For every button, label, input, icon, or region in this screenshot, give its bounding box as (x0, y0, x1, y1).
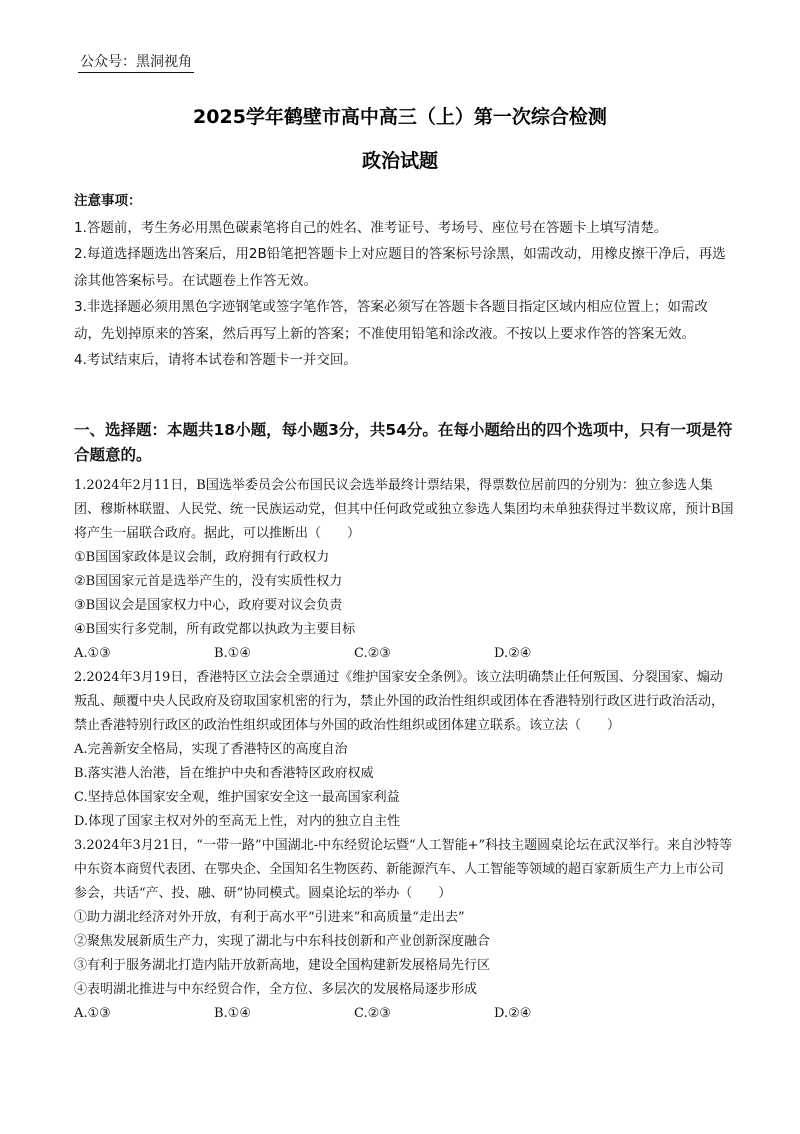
statement: ②聚焦发展新质生产力，实现了湖北与中东科技创新和产业创新深度融合 (74, 934, 491, 949)
option-c: C.②③ (354, 646, 391, 661)
statement: ③B国议会是国家权力中心，政府要对议会负责 (74, 598, 343, 613)
option-b: B.落实港人治港，旨在维护中央和香港特区政府权威 (74, 766, 374, 781)
option-a: A.①③ (74, 646, 111, 661)
option-c: C.坚持总体国家安全观，维护国家安全这一最高国家利益 (74, 790, 400, 805)
question-stem: 1.2024年2月11日，B国选举委员会公布国民议会选举最终计票结果，得票数位居前四的分别为：独立参选人集团、穆斯林联盟、人民党、统一民族运动党，但其中任何政党或独立参选人集团均未单独获得过半数议席，预计B国将产生一届联合政府。据此，可以推断出（ ） (74, 478, 734, 541)
option-a: A.①③ (74, 1006, 111, 1021)
notes-heading: 注意事项： (74, 193, 142, 209)
exam-title: 2025学年鹤壁市高中高三（上）第一次综合检测 (193, 106, 607, 128)
statement: ②B国国家元首是选举产生的，没有实质性权力 (74, 574, 343, 589)
option-b: B.①④ (214, 646, 251, 661)
section-heading: 一、选择题：本题共18小题，每小题3分，共54分。在每小题给出的四个选项中，只有一项是符合题意的。 (74, 421, 733, 464)
option-a: A.完善新安全格局，实现了香港特区的高度自治 (74, 742, 348, 757)
exam-subtitle: 政治试题 (361, 150, 438, 172)
option-d: D.②④ (494, 646, 532, 661)
statement: ④B国实行多党制，所有政党都以执政为主要目标 (74, 622, 356, 637)
question-1 (74, 474, 734, 666)
option-b: B.①④ (214, 1006, 251, 1021)
watermark-text: 公众号：黑洞视角 (78, 52, 194, 73)
question-2 (74, 666, 734, 834)
option-d: D.②④ (494, 1006, 532, 1021)
note-item: 2.每道选择题选出答案后，用2B铅笔把答题卡上对应题目的答案标号涂黑，如需改动，用橡皮擦干净后，再选涂其他答案标号。在试题卷上作答无效。 (74, 246, 726, 289)
notes-block (74, 188, 734, 374)
statement: ③有利于服务湖北打造内陆开放新高地，建设全国构建新发展格局先行区 (74, 958, 491, 973)
note-item: 3.非选择题必须用黑色字迹钢笔或签字笔作答，答案必须写在答题卡各题目指定区域内相应位置上；如需改动，先划掉原来的答案，然后再写上新的答案；不准使用铅笔和涂改液。不按以上要求作答的答案无效。 (74, 299, 708, 342)
question-3 (74, 834, 734, 1026)
options-row (74, 1002, 734, 1026)
options-row (74, 642, 734, 666)
statement: ①助力湖北经济对外开放，有利于高水平“引进来”和高质量“走出去” (74, 910, 465, 925)
note-item: 4.考试结束后，请将本试卷和答题卡一并交回。 (74, 352, 357, 368)
option-c: C.②③ (354, 1006, 391, 1021)
question-stem: 3.2024年3月21日，“一带一路”中国湖北-中东经贸论坛暨“人工智能+”科技主题圆桌论坛在武汉举行。来自沙特等中东资本商贸代表团、在鄂央企、全国知名生物医药、新能源汽车、人工智能等领域的超百家新质生产力上市公司参会，共话“产、投、融、研”协同模式。圆桌论坛的举办（ ） (74, 838, 733, 901)
option-d: D.体现了国家主权对外的至高无上性，对内的独立自主性 (74, 814, 401, 829)
questions-list (74, 474, 734, 1026)
note-item: 1.答题前，考生务必用黑色碳素笔将自己的姓名、准考证号、考场号、座位号在答题卡上填写清楚。 (74, 219, 668, 236)
statement: ①B国国家政体是议会制，政府拥有行政权力 (74, 550, 330, 565)
statement: ④表明湖北推进与中东经贸合作，全方位、多层次的发展格局逐步形成 (74, 982, 478, 997)
question-stem: 2.2024年3月19日，香港特区立法会全票通过《维护国家安全条例》。该立法明确禁止任何叛国、分裂国家、煽动叛乱、颠覆中央人民政府及窃取国家机密的行为，禁止外国的政治性组织或团体在香港特别行政区进行政治活动，禁止香港特别行政区的政治性组织或团体与外国的政治性组织或团体建立联系。该立法（ ） (74, 670, 725, 733)
